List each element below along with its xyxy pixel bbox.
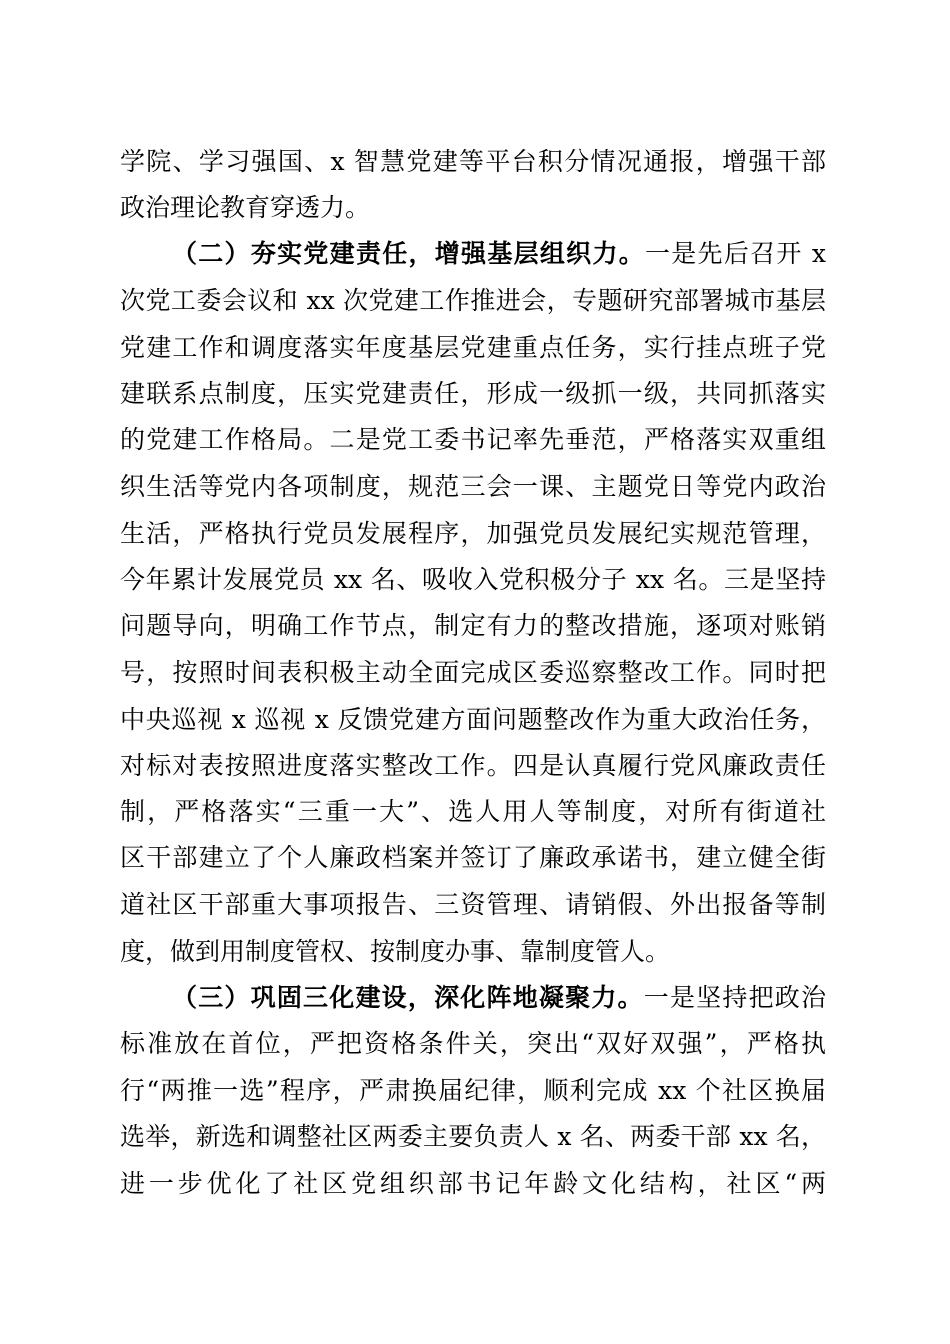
text-line: 问题导向，明确工作节点，制定有力的整改措施，逐项对账销 bbox=[120, 611, 826, 640]
text-line: 区干部建立了个人廉政档案并签订了廉政承诺书，建立健全街 bbox=[120, 843, 826, 872]
section-2-lead: 一是先后召开 x bbox=[645, 239, 826, 268]
text-line: 今年累计发展党员 xx 名、吸收入党积极分子 xx 名。三是坚持 bbox=[120, 565, 826, 594]
text-line: 道社区干部重大事项报告、三资管理、请销假、外出报备等制 bbox=[120, 890, 826, 919]
text-line: 建联系点制度，压实党建责任，形成一级抓一级，共同抓落实 bbox=[120, 379, 826, 408]
text-line: 学院、学习强国、x 智慧党建等平台积分情况通报，增强干部 bbox=[120, 147, 826, 176]
section-2-heading: （二）夯实党建责任，增强基层组织力。 bbox=[172, 239, 645, 268]
text-line: 对标对表按照进度落实整改工作。四是认真履行党风廉政责任 bbox=[120, 751, 826, 780]
text-line: 标准放在首位，严把资格条件关，突出“双好双强”，严格执 bbox=[120, 1029, 826, 1058]
text-line: 号，按照时间表积极主动全面完成区委巡察整改工作。同时把 bbox=[120, 658, 826, 687]
text-line: 进一步优化了社区党组织部书记年龄文化结构，社区“两 bbox=[120, 1169, 826, 1198]
text-line: 生活，严格执行党员发展程序，加强党员发展纪实规范管理， bbox=[120, 519, 826, 548]
section-2-first-line bbox=[172, 234, 826, 274]
text-line: 党建工作和调度落实年度基层党建重点任务，实行挂点班子党 bbox=[120, 333, 826, 362]
section-3-heading: （三）巩固三化建设，深化阵地凝聚力。 bbox=[172, 983, 644, 1012]
text-line: 次党工委会议和 xx 次党建工作推进会，专题研究部署城市基层 bbox=[120, 286, 826, 315]
text-line: 中央巡视 x 巡视 x 反馈党建方面问题整改作为重大政治任务， bbox=[120, 705, 826, 734]
section-3-first-line bbox=[172, 978, 826, 1018]
text-line: 制，严格落实“三重一大”、选人用人等制度，对所有街道社 bbox=[120, 797, 826, 826]
text-line: 政治理论教育穿透力。 bbox=[120, 193, 371, 222]
text-line: 度，做到用制度管权、按制度办事、靠制度管人。 bbox=[120, 937, 671, 966]
text-line: 选举，新选和调整社区两委主要负责人 x 名、两委干部 xx 名， bbox=[120, 1122, 826, 1151]
text-line: 的党建工作格局。二是党工委书记率先垂范，严格落实双重组 bbox=[120, 425, 826, 454]
section-3-lead: 一是坚持把政治 bbox=[643, 983, 826, 1012]
text-line: 行“两推一选”程序，严肃换届纪律，顺利完成 xx 个社区换届 bbox=[120, 1076, 826, 1105]
text-line: 织生活等党内各项制度，规范三会一课、主题党日等党内政治 bbox=[120, 472, 826, 501]
